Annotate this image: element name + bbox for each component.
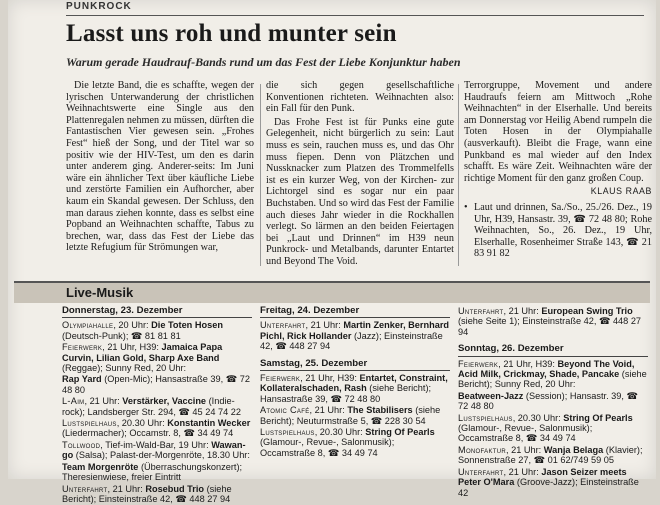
venue-name: L-Aim xyxy=(62,396,85,407)
listing-entry xyxy=(458,391,648,412)
act-name: Martin Zenker, Bernhard Pichl, Rick Hollander xyxy=(260,320,450,341)
listing-entry xyxy=(62,484,252,505)
listing-entry xyxy=(62,374,252,395)
entry-time: , 21 Uhr: xyxy=(309,405,348,416)
entry-details: (Glamour-, Revue-, Salonmusik); Occamstraße 8, ☎ 34 49 74 xyxy=(458,423,593,444)
listing-entry xyxy=(458,359,648,390)
listing-text: Laut und drinnen, Sa./So., 25./26. Dez., 19 Uhr, H39, Hansastr. 39, ☎ 72 48 80; Rohe Weihnachten, So., 26. Dez., 19 Uhr, Elserhalle, Rosenheimer Straße 143, ☎ 21 83 91 82 xyxy=(474,201,652,260)
listing-entry xyxy=(62,418,252,439)
venue-name: Feierwerk xyxy=(62,342,103,353)
entry-details: (siehe Bericht); Neuturmstraße 5, ☎ 228 30 54 xyxy=(260,405,441,426)
act-name: Konstantin Wecker xyxy=(167,418,251,429)
day-heading: Samstag, 25. Dezember xyxy=(260,359,450,371)
entry-time: , 20.30 Uhr: xyxy=(314,427,366,438)
venue-name: Olympiahalle xyxy=(62,320,114,331)
listing-entry xyxy=(62,440,252,461)
article-column-1 xyxy=(66,80,254,256)
day-heading: Freitag, 24. Dezember xyxy=(260,306,450,318)
bullet-icon: • xyxy=(464,201,468,213)
entry-details: (siehe Seite 1); Einsteinstraße 42, ☎ 448 27 94 xyxy=(458,316,642,337)
act-name: Beatween-Jazz xyxy=(458,390,524,401)
venue-name: Lustspielhaus xyxy=(62,418,117,429)
column-divider xyxy=(260,84,261,266)
article-column-2 xyxy=(266,80,454,270)
live-column-1 xyxy=(62,306,252,505)
column-divider xyxy=(458,84,459,266)
live-music-title: Live-Musik xyxy=(66,285,134,300)
entry-time: , Tief-im-Wald-Bar, 19 Uhr: xyxy=(100,439,212,450)
paragraph: die sich gegen gesellschaftliche Konventionen richteten. Weihnachten also: ein Fall für den Punk. xyxy=(266,80,454,115)
act-name: Entartet, Constraint, Kollateralschaden, Rash xyxy=(260,373,448,394)
listing-entry xyxy=(458,445,648,466)
paragraph: Das Frohe Fest ist für Punks eine gute Gelegenheit, nicht bürgerlich zu sein: Laut muss es sein, rauchen muss es, und das Ohr muss fiepen. Denn von Plätzchen und Nussknacker zum Platzen des Trommelfells ist es ein kurzer Weg, von der Kirchen- zur Lichtorgel sind es sogar nur ein paar Buchstaben. Und so wird das Fest der Familie auch dieses Jahr wieder in die Rockhallen verlegt. So lärmen an den beiden Feiertagen bei „Laut und Drinnen“ im H39 neun Punkrock- und Metalbands, darunter Entartet und Beyond The Void. xyxy=(266,116,454,267)
entry-details: (Indie-rock); Landsberger Str. 294, ☎ 45 24 74 22 xyxy=(62,396,241,417)
act-name: String Of Pearls xyxy=(365,427,435,438)
day-heading: Donnerstag, 23. Dezember xyxy=(62,306,252,318)
live-music-listings xyxy=(8,305,656,504)
entry-time: , 21 Uhr: xyxy=(506,444,544,455)
listing-entry xyxy=(260,373,450,404)
venue-name: Unterfahrt xyxy=(62,483,108,494)
entry-time: , 21 Uhr, H39: xyxy=(102,342,162,353)
listing-entry xyxy=(260,427,450,458)
act-name: Verstärker, Vaccine xyxy=(122,396,207,407)
day-heading: Sonntag, 26. Dezember xyxy=(458,344,648,356)
live-column-3 xyxy=(458,306,648,499)
listing-entry xyxy=(260,320,450,351)
paragraph: Terrorgruppe, Movement und andere Haudraufs feiern am Mittwoch „Rohe Weihnachten“ in der Elserhalle. Und bereits am Donnerstag vor Heilig Abend rumpeln die Toten Hosen in der Olympiahalle (ausverkauft). Bleibt die Frage, wann eine Punkband es mal wieder auf den Index schafft. Es wäre Zeit. Weihnachten wäre der richtige Moment für den ganz großen Coup. xyxy=(464,80,652,184)
entry-details: (Überraschungskonzert); Theresienwiese, freier Eintritt xyxy=(62,461,243,483)
entry-details: (Reggae); Sunny Red, 20 Uhr: xyxy=(62,363,187,374)
entry-time: , 20.30 Uhr: xyxy=(512,412,564,423)
act-name: European Swing Trio xyxy=(541,306,633,316)
venue-name: Unterfahrt xyxy=(458,306,504,316)
event-listing xyxy=(464,202,652,260)
entry-details: (Groove-Jazz); Einsteinstraße 42 xyxy=(458,477,639,498)
article-body xyxy=(8,80,656,268)
listing-entry xyxy=(62,320,252,341)
venue-name: Feierwerk xyxy=(260,373,301,384)
entry-details: (siehe Bericht); Einsteinstraße 42, ☎ 448 27 94 xyxy=(62,483,232,504)
subhead: Warum gerade Haudrauf-Bands rund um das Fest der Liebe Konjunktur haben xyxy=(66,55,461,69)
act-name: The Stabilisers xyxy=(347,405,413,416)
listing-entry xyxy=(62,396,252,417)
entry-time: , 21 Uhr: xyxy=(503,306,542,316)
venue-name: Feierwerk xyxy=(458,358,499,369)
entry-details: (Deutsch-Punk); ☎ 81 81 81 xyxy=(62,330,181,341)
venue-name: Atomic Café xyxy=(260,405,310,416)
entry-time: , 21 Uhr: xyxy=(107,483,146,494)
entry-details: (Salsa); Palast-der-Morgenröte, 18.30 Uhr: xyxy=(73,450,250,461)
headline: Lasst uns roh und munter sein xyxy=(66,20,397,47)
venue-name: Monofaktur xyxy=(458,444,506,455)
act-name: Jamaica Papa Curvin, Lilian Gold, Sharp Axe Band xyxy=(62,342,223,363)
act-name: Wawan-go xyxy=(62,439,246,461)
venue-name: Lustspielhaus xyxy=(260,427,315,438)
article-column-3 xyxy=(464,80,652,260)
entry-time: , 21 Uhr, H39: xyxy=(300,373,360,384)
listing-entry xyxy=(62,342,252,373)
entry-details: (Open-Mic); Hansastraße 39, ☎ 72 48 80 xyxy=(62,374,250,395)
act-name: Team Morgenröte xyxy=(62,461,139,472)
entry-details: (Klavier); Sonnenstraße 27, ☎ 01 62/749 59 05 xyxy=(458,444,643,466)
paragraph: Die letzte Band, die es schaffte, wegen der lyrischen Unterwanderung der christlichen Weihnachtswerte eine Single aus den Plattenregalen nehmen zu müssen, dürften die Fantastischen Vier gewesen sein. „Frohes Fest“ hieß der Song, und der Titel war so positiv wie der HIV-Test, um den es darin unter anderem ging. Anderer-seits: Im Juni wäre ein ähnlicher Text über käufliche Liebe und zerstörte Familien ein Aufhorcher, aber kaum ein Skandal gewesen. Der Schluss, den man daraus ziehen konnte, dass es selbst eine Popband an Weihnachten schaffte, Tabus zu brechen, war, dass das Fest der Liebe das letzte Refugium für Strömungen war, xyxy=(66,80,254,254)
venue-name: Unterfahrt xyxy=(458,466,504,477)
top-rule xyxy=(66,15,644,16)
entry-time: , 21 Uhr: xyxy=(84,396,123,407)
listing-entry xyxy=(458,467,648,498)
live-music-header xyxy=(14,281,650,303)
entry-details: (Glamour-, Revue-, Salonmusik); Occamstraße 8, ☎ 34 49 74 xyxy=(260,437,395,458)
act-name: String Of Pearls xyxy=(563,412,633,423)
entry-details: (Session); Hansastr. 39, ☎ 72 48 80 xyxy=(458,390,638,412)
venue-name: Unterfahrt xyxy=(260,320,306,331)
entry-time: , 20 Uhr: xyxy=(113,320,152,331)
act-name: Rosebud Trio xyxy=(145,483,205,494)
entry-details: (Liedermacher); Occamstr. 8, ☎ 34 49 74 xyxy=(62,428,234,439)
listing-entry xyxy=(458,306,648,337)
entry-details: (siehe Bericht); Hansastraße 39, ☎ 72 48 80 xyxy=(260,383,432,404)
act-name: Jason Seizer meets Peter O'Mara xyxy=(458,466,627,488)
live-column-2 xyxy=(260,306,450,459)
act-name: Rap Yard xyxy=(62,374,102,385)
entry-details: (siehe Bericht); Sunny Red, 20 Uhr: xyxy=(458,369,647,390)
venue-name: Tollwood xyxy=(62,439,101,450)
entry-time: , 20.30 Uhr: xyxy=(116,418,168,429)
act-name: Beyond The Void, Acid Milk, Crickmay, Shade, Pancake xyxy=(458,358,635,380)
listing-entry xyxy=(260,405,450,426)
venue-name: Lustspielhaus xyxy=(458,412,513,423)
entry-time: , 21 Uhr: xyxy=(305,320,344,331)
newspaper-clipping xyxy=(8,0,656,504)
entry-time: , 21 Uhr: xyxy=(503,466,542,477)
act-name: Wanja Belaga xyxy=(543,444,604,455)
section-kicker: PUNKROCK xyxy=(66,1,132,12)
listing-entry xyxy=(458,413,648,444)
author-byline: KLAUS RAAB xyxy=(590,186,652,197)
entry-details: (Jazz); Einsteinstraße 42, ☎ 448 27 94 xyxy=(260,330,443,352)
entry-time: , 21 Uhr, H39: xyxy=(498,358,558,369)
act-name: Die Toten Hosen xyxy=(151,320,223,331)
listing-entry xyxy=(62,462,252,483)
